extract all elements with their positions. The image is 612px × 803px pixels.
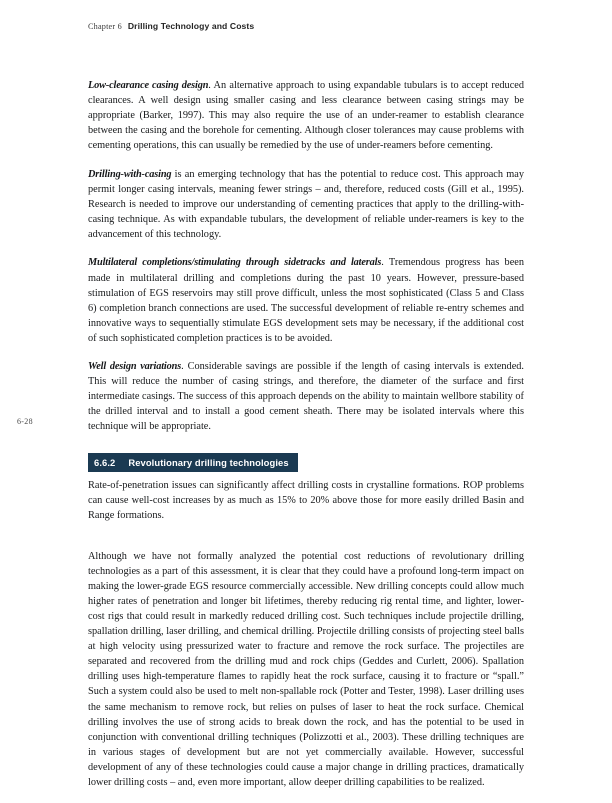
paragraph-text: . An alternative approach to using expandable tubulars is to accept reduced clearances. A well design using smaller casing and less clearance between casing strings may be appropriate (Barker, 1997). This may also require the use of an under-reamer to establish clearance between the casing and the borehole for cementing. Although closer tolerances may cause problems with cementing operations, this can usually be remedied by the use of under-reamers before cementing.: [88, 80, 524, 152]
paragraph-rate-of-penetration: Rate-of-penetration issues can significantly affect drilling costs in crystalline formations. ROP problems can cause well-cost increases by as much as 15% to 20% above those for more easily drilled Basin and Range formations.: [88, 480, 524, 522]
page-folio-number: 6-28: [17, 417, 33, 426]
paragraph-text: . Considerable savings are possible if the length of casing intervals is extended. This will reduce the number of casing strings, and therefore, the diameter of the surface and first intermediate casings. The success of this approach depends on the ability to maintain wellbore stability of the drilled interval and to install a good cement sheath. There may be isolated intervals where this technique will be appropriate.: [88, 361, 524, 433]
paragraph-drilling-with-casing: [88, 167, 524, 242]
section-heading-number: 6.6.2: [94, 456, 116, 468]
paragraph-spacer: [88, 537, 524, 549]
text-column: [88, 78, 524, 803]
section-heading-title: Revolutionary drilling technologies: [128, 456, 289, 468]
paragraph-text: . Tremendous progress has been made in multilateral drilling and completions during the past 10 years. However, pressure-based stimulation of EGS reservoirs may still prove difficult, unless the most sophisticated (Class 5 and Class 6) completion branch connections are used. The successful development of reliable re-entry schemes and innovative ways to sequentially stimulate EGS development sets may be necessary, if the additional cost of such sophisticated completion practices is to be avoided.: [88, 257, 524, 344]
paragraph-lead-in: Drilling-with-casing: [88, 168, 172, 180]
paragraph-lead-in: Multilateral completions/stimulating through sidetracks and laterals: [88, 257, 382, 269]
section-heading-6-6-2: [88, 453, 298, 472]
paragraph-text: is an emerging technology that has the potential to reduce cost. This approach may permit longer casing intervals, meaning fewer strings – and, therefore, reduced costs (Gill et al., 1995). Research is needed to improve our understanding of cementing practices that apply to the drilling-with-casing technique. As with expandable tubulars, the development of reliable under-reamers is key to the advancement of this technology.: [88, 168, 524, 240]
running-header: [88, 21, 254, 31]
paragraph-multilateral-completions: [88, 255, 524, 345]
paragraph-lead-in: Low-clearance casing design: [88, 80, 209, 91]
paragraph-lead-in: Well design variations: [88, 361, 182, 373]
running-header-chapter-title: Drilling Technology and Costs: [127, 21, 255, 31]
paragraph-well-design-variations: [88, 359, 524, 434]
paragraph-revolutionary-technologies: Although we have not formally analyzed the potential cost reductions of revolutionary drilling technologies as a part of this assessment, it is clear that they could have a profound long-term impact on making the lower-grade EGS resource commercially accessible. New drilling concepts could allow much higher rates of penetration and longer bit lifetimes, thereby reducing rig rental time, and lighter, lower-cost rigs that could result in markedly reduced drilling cost. Such techniques include projectile drilling, spallation drilling, laser drilling, and chemical drilling. Projectile drilling consists of projecting steel balls at high velocity using pressurized water to fracture and remove the rock surface. The projectiles are separated and recovered from the drilling mud and rock chips (Geddes and Curlett, 2006). Spallation drilling uses high-temperature flames to rapidly heat the rock surface, causing it to fracture or “spall.” Such a system could also be used to melt non-spallable rock (Potter and Tester, 1998). Laser drilling uses the same mechanism to remove rock, but relies on pulses of laser to heat the rock surface. Chemical drilling involves the use of strong acids to break down the rock, and has the potential to be used in conjunction with conventional drilling techniques (Polizzotti et al., 2003). These drilling techniques are in various stages of development but are not yet commercially available. However, successful development of any of these technologies could cause a major change in drilling practices, dramatically lower drilling costs – and, even more important, allow deeper drilling capabilities to be realized.: [88, 551, 524, 788]
paragraph-low-clearance-casing-design: [88, 78, 524, 153]
running-header-chapter-label: Chapter 6: [88, 22, 122, 31]
